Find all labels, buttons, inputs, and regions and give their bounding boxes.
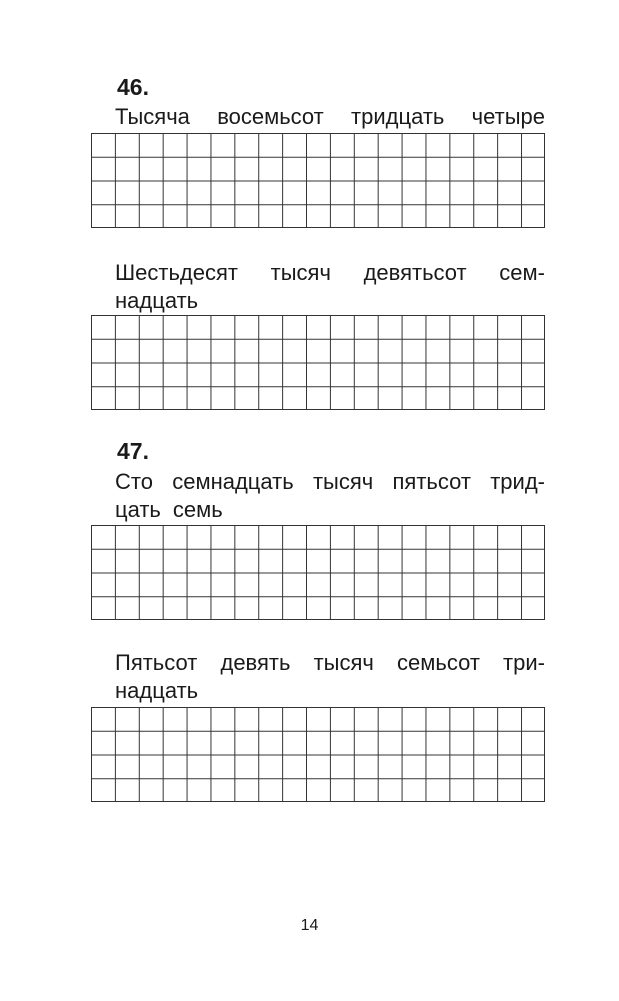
word: пятьсот bbox=[392, 469, 471, 494]
word: три- bbox=[503, 650, 545, 675]
page-number: 14 bbox=[300, 917, 319, 934]
word: тысяч bbox=[270, 260, 331, 285]
task-46-text-1 bbox=[115, 103, 545, 131]
text-line bbox=[115, 103, 545, 131]
word: трид- bbox=[490, 469, 545, 494]
answer-grid[interactable] bbox=[91, 707, 545, 802]
word: тысяч bbox=[312, 469, 374, 494]
answer-grid[interactable] bbox=[91, 525, 545, 620]
word: девятьсот bbox=[363, 260, 467, 285]
task-number-46: 46. bbox=[117, 74, 149, 100]
word: Сто bbox=[115, 469, 153, 494]
word: надцать bbox=[115, 678, 199, 703]
word: девять bbox=[220, 650, 291, 675]
word: семь bbox=[172, 497, 223, 522]
word: восемьсот bbox=[217, 104, 324, 129]
word: надцать bbox=[115, 288, 199, 313]
word: Тысяча bbox=[115, 104, 190, 129]
word: семнадцать bbox=[172, 469, 294, 494]
task-47-text-1 bbox=[115, 468, 545, 524]
text-line bbox=[115, 259, 545, 287]
text-line bbox=[115, 677, 545, 705]
word: сем- bbox=[499, 260, 545, 285]
word: четыре bbox=[471, 104, 545, 129]
task-46-text-2 bbox=[115, 259, 545, 315]
task-47-text-2 bbox=[115, 649, 545, 705]
text-line bbox=[115, 649, 545, 677]
word: семьсот bbox=[397, 650, 480, 675]
task-number-47: 47. bbox=[117, 438, 149, 464]
word: тысяч bbox=[313, 650, 374, 675]
word: цать bbox=[115, 497, 161, 522]
word: Пятьсот bbox=[115, 650, 198, 675]
answer-grid[interactable] bbox=[91, 133, 545, 228]
text-line bbox=[115, 287, 545, 315]
text-line bbox=[115, 468, 545, 496]
word: тридцать bbox=[351, 104, 445, 129]
word: Шестьдесят bbox=[115, 260, 238, 285]
answer-grid[interactable] bbox=[91, 315, 545, 410]
text-line bbox=[115, 496, 545, 524]
